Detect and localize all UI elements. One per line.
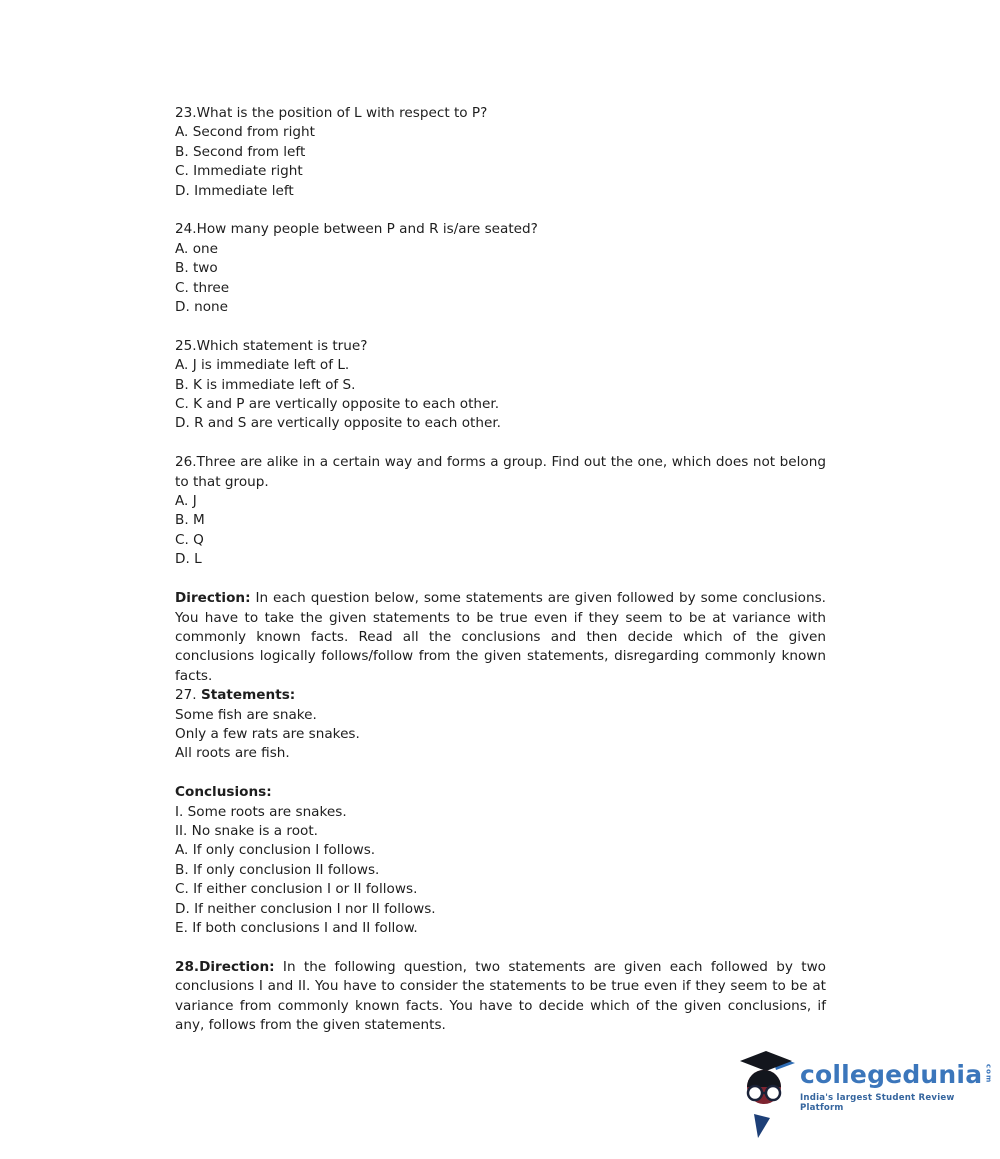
question-27-option-b: B. If only conclusion II follows.: [175, 861, 380, 878]
question-23-option-a: A. Second from right: [175, 124, 315, 141]
conclusions-label: Conclusions:: [175, 784, 272, 801]
statements-label: Statements:: [200, 687, 296, 704]
question-24-option-c: C. three: [175, 279, 230, 296]
collegedunia-logo-text: [800, 1062, 1000, 1113]
question-27-conclusion-2: II. No snake is a root.: [175, 822, 318, 839]
question-28-paragraph: [175, 958, 826, 1036]
question-25-option-b: B. K is immediate left of S.: [175, 376, 356, 393]
direction-text: In each question below, some statements are given followed by some conclusions. You have to take the given statements to be true even if they seem to be at variance with commonly known facts. Read all the conclusions and then decide which of the given conclusions logically follows/follow from the given statements, disregarding commonly known facts.: [175, 590, 826, 684]
question-26-text: 26.Three are alike in a certain way and forms a group. Find out the one, which does not belong to that group.: [175, 454, 826, 490]
question-25-option-a: A. J is immediate left of L.: [175, 357, 350, 374]
question-27-heading: [175, 686, 826, 705]
question-27-number: 27.: [175, 687, 201, 704]
question-26-option-c: C. Q: [175, 531, 204, 548]
question-23-option-d: D. Immediate left: [175, 182, 294, 199]
direction-paragraph: [175, 589, 826, 686]
question-28-direction-label: 28.Direction:: [175, 958, 275, 975]
question-25-text: 25.Which statement is true?: [175, 337, 368, 354]
question-27-statement-3: All roots are fish.: [175, 745, 290, 762]
graduate-mascot-icon: [738, 1050, 796, 1146]
question-24-text: 24.How many people between P and R is/are seated?: [175, 221, 538, 238]
question-28-direction-text: In the following question, two statements are given each followed by two conclusions I and II. You have to consider the statements to be true even if they seem to be at variance from commonly known facts. You have to decide which of the given conclusions, if any, follows from the given statements.: [175, 958, 826, 1033]
question-27-statement-2: Only a few rats are snakes.: [175, 725, 360, 742]
question-27-option-d: D. If neither conclusion I nor II follows.: [175, 900, 436, 917]
question-24-option-b: B. two: [175, 260, 218, 277]
question-27-option-a: A. If only conclusion I follows.: [175, 842, 376, 859]
question-24-option-a: A. one: [175, 240, 218, 257]
question-23-text: 23.What is the position of L with respect to P?: [175, 105, 488, 121]
question-27-option-c: C. If either conclusion I or II follows.: [175, 881, 418, 898]
question-25-option-c: C. K and P are vertically opposite to each other.: [175, 396, 500, 413]
question-26-option-b: B. M: [175, 512, 205, 529]
brand-tagline: India's largest Student Review Platform: [800, 1093, 955, 1113]
question-27-conclusion-1: I. Some roots are snakes.: [175, 803, 347, 820]
question-25-option-d: D. R and S are vertically opposite to each other.: [175, 415, 501, 432]
brand-name: collegedunia: [800, 1060, 983, 1089]
direction-label: Direction:: [175, 590, 251, 607]
question-23-option-c: C. Immediate right: [175, 163, 303, 180]
question-26-option-d: D. L: [175, 551, 202, 568]
questions-content: [175, 104, 826, 1035]
question-26-option-a: A. J: [175, 493, 197, 510]
brand-domain-suffix: com: [984, 1063, 993, 1083]
question-27-statement-1: Some fish are snake.: [175, 706, 317, 723]
question-27-option-e: E. If both conclusions I and II follow.: [175, 919, 418, 936]
question-24-option-d: D. none: [175, 299, 229, 316]
question-23-option-b: B. Second from left: [175, 143, 306, 160]
collegedunia-logo: [738, 1050, 1000, 1146]
